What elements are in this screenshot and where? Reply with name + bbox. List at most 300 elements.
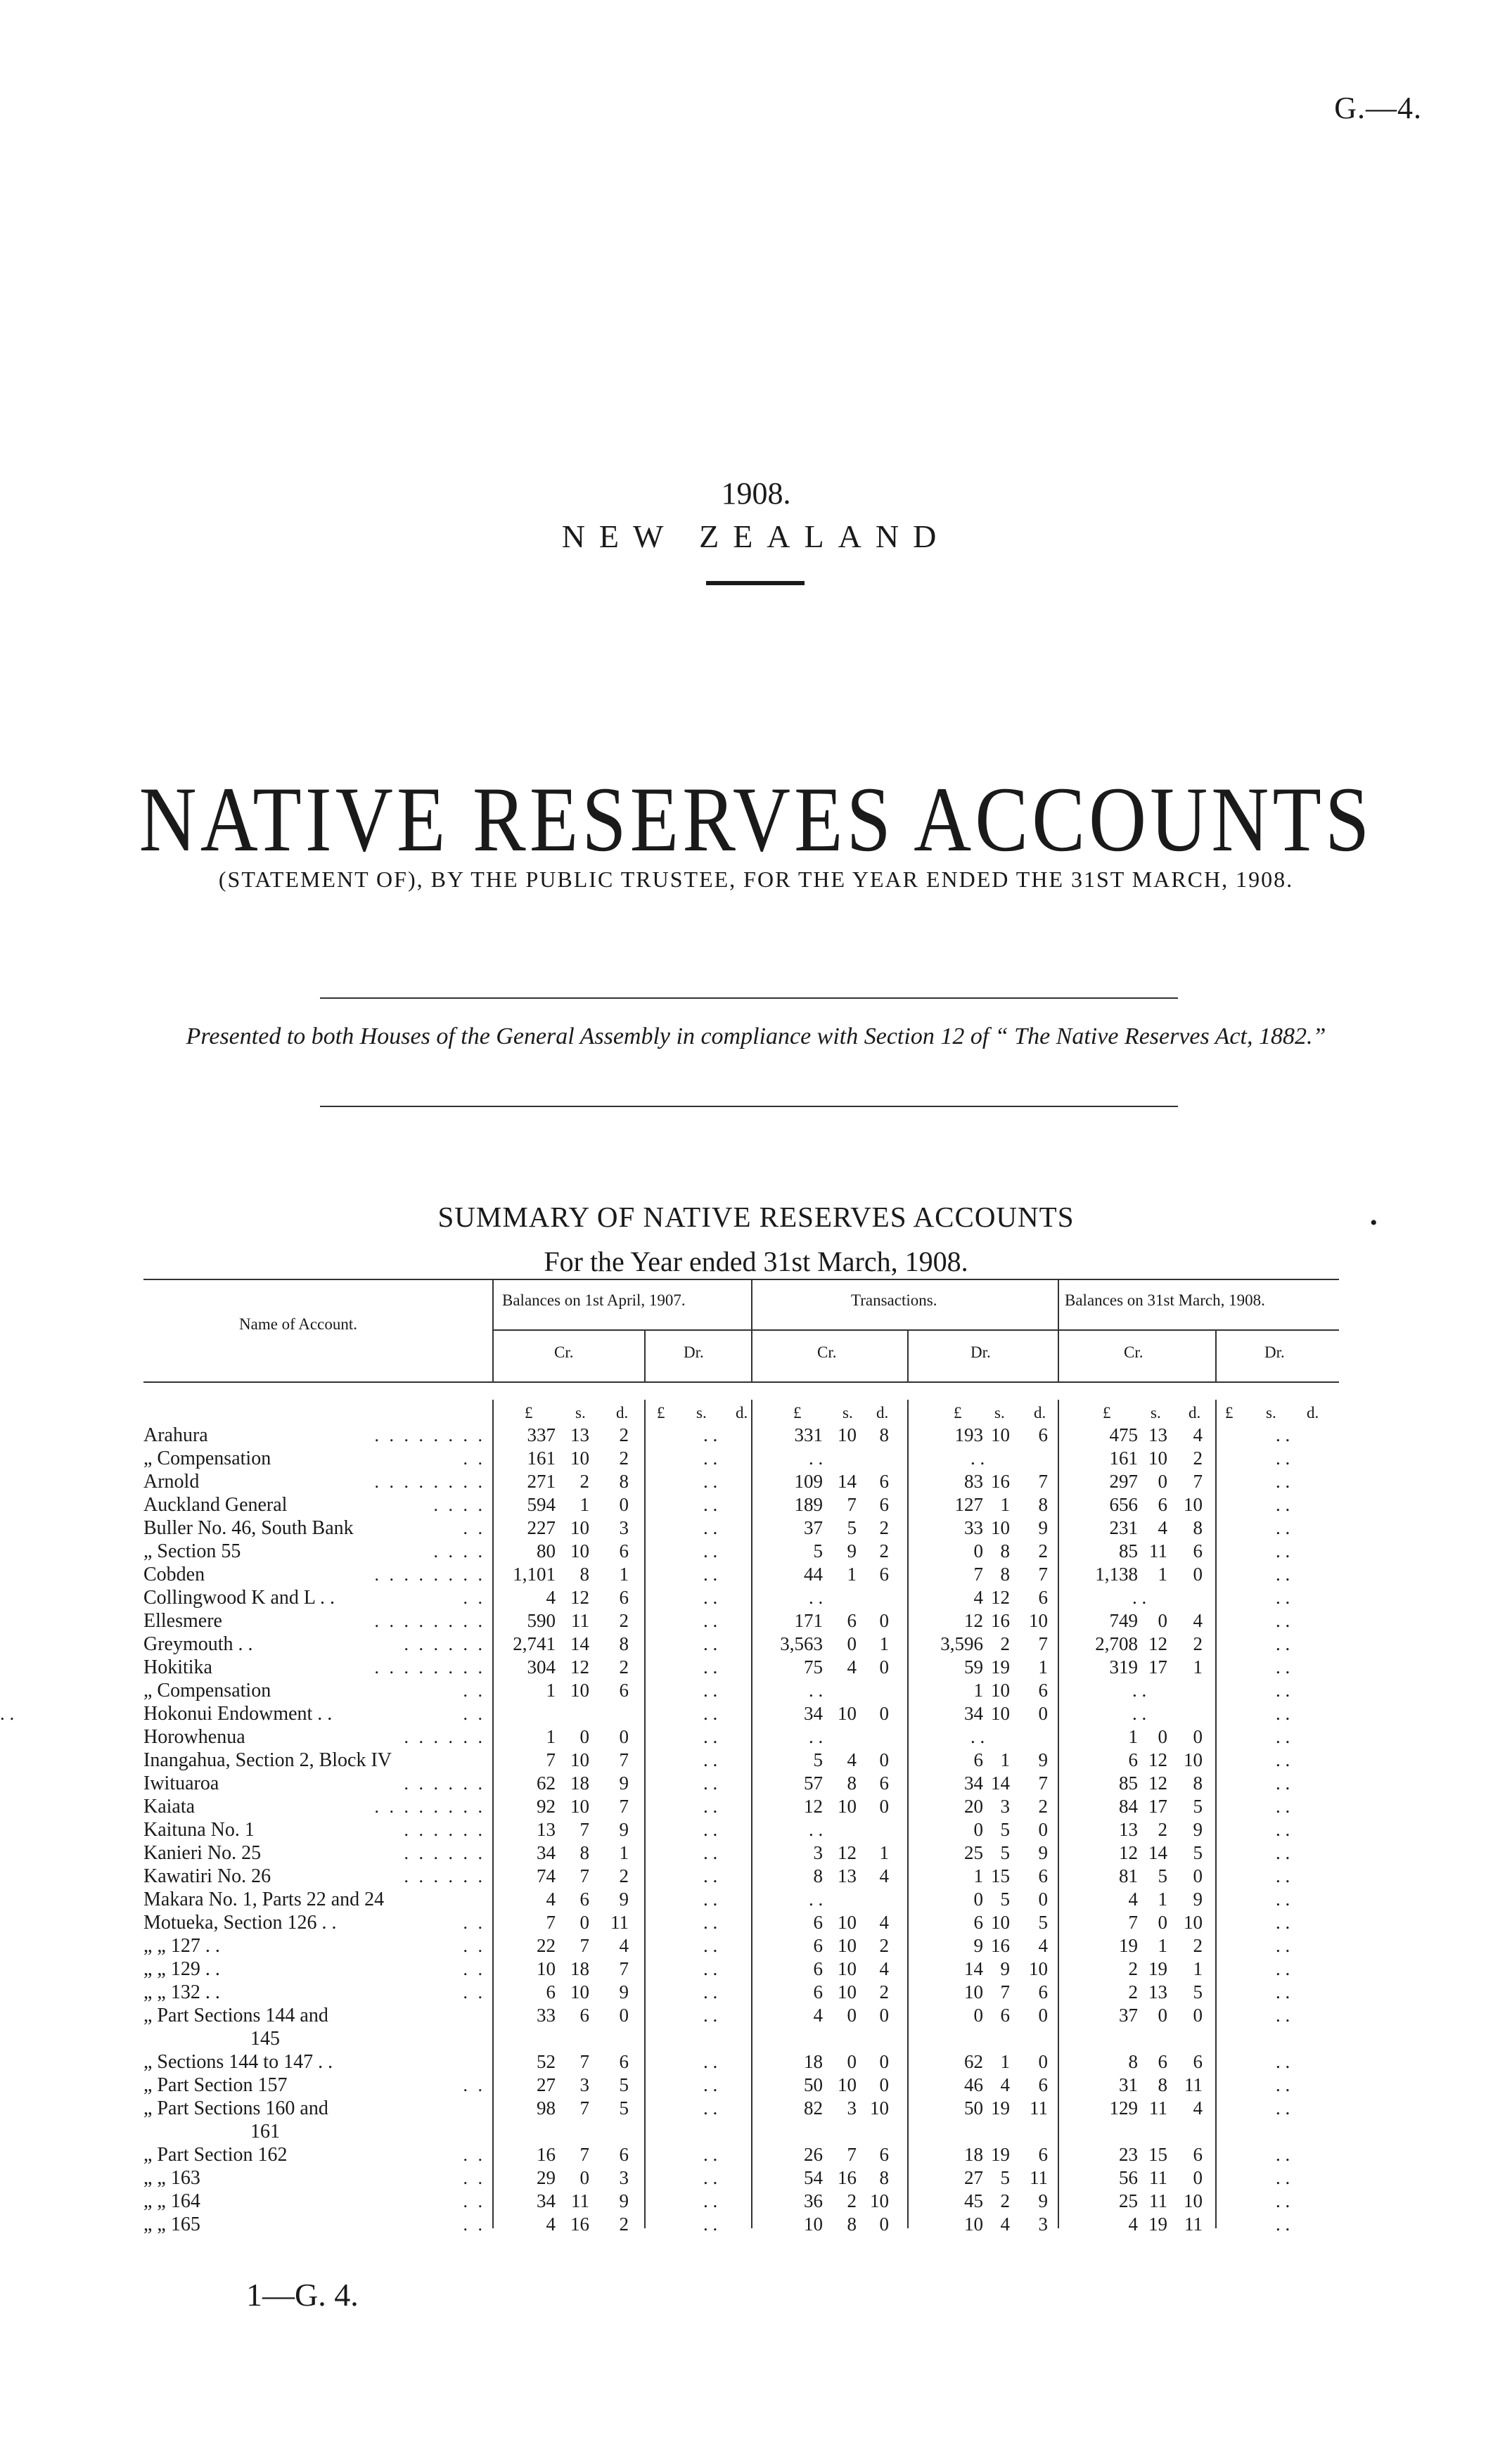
unit-pound: £ — [525, 1404, 533, 1422]
amount-shillings: 10 — [838, 1981, 857, 2003]
header-balances-1907: Balances on 1st April, 1907. — [502, 1291, 686, 1309]
account-name: „ Part Section 162 — [143, 2144, 288, 2166]
amount-pence: 5 — [1193, 1981, 1203, 2003]
amount-pence: 0 — [1038, 1819, 1048, 1840]
amount-pounds: 161 — [527, 1448, 556, 1469]
amount-pounds: 8 — [813, 1865, 823, 1886]
amount-pounds: 231 — [1109, 1517, 1138, 1538]
amount-pence: 0 — [879, 1703, 889, 1724]
amount-shillings: 14 — [838, 1471, 857, 1492]
amount-shillings: 10 — [570, 1680, 589, 1701]
amount-pence: 0 — [879, 1796, 889, 1817]
amount-shillings: 12 — [570, 1656, 589, 1678]
amount-pence: 9 — [619, 1819, 629, 1840]
header-bottom-rule — [143, 1381, 1339, 1383]
amount-shillings: 7 — [579, 1935, 589, 1956]
header-cr: Cr. — [554, 1343, 574, 1361]
amount-pounds: 85 — [1119, 1773, 1138, 1794]
amount-pounds: 1,138 — [1095, 1564, 1138, 1585]
amount-pounds: 80 — [537, 1540, 556, 1561]
amount-pence: 1 — [1193, 1958, 1203, 1979]
unit-shilling: s. — [1266, 1404, 1276, 1422]
amount-pence: 4 — [879, 1958, 889, 1979]
amount-pence: 0 — [1193, 2005, 1203, 2026]
unit-pound: £ — [1225, 1404, 1234, 1422]
nil-dots: . . — [809, 1680, 824, 1701]
amount-shillings: 1 — [1000, 1494, 1010, 1515]
nil-dots: . . — [1276, 1981, 1290, 2003]
amount-pence: 3 — [619, 1517, 629, 1538]
amount-shillings: 10 — [570, 1749, 589, 1770]
amount-pounds: 4 — [973, 1587, 983, 1608]
amount-pounds: 6 — [1128, 1749, 1138, 1770]
unit-pence: d. — [1034, 1404, 1046, 1422]
account-name: „ „ 165 — [143, 2214, 200, 2235]
amount-shillings: 15 — [1148, 2144, 1167, 2165]
amount-shillings: 5 — [1000, 2167, 1010, 2188]
unit-pound: £ — [793, 1404, 802, 1422]
amount-pounds: 22 — [537, 1935, 556, 1956]
amount-pounds: 7 — [546, 1912, 556, 1933]
body-vrule — [644, 1400, 646, 2228]
leader-dots: . . . . — [433, 1541, 485, 1561]
nil-dots: . . — [703, 2214, 718, 2235]
amount-pounds: 0 — [973, 1889, 983, 1910]
nil-dots: . . — [703, 1494, 718, 1515]
leader-dots: . . — [463, 1959, 485, 1979]
amount-pence: 0 — [879, 1749, 889, 1770]
amount-pounds: 83 — [964, 1471, 983, 1492]
unit-shilling: s. — [843, 1404, 853, 1422]
amount-pounds: 1 — [546, 1680, 556, 1701]
amount-pence: 2 — [619, 2214, 629, 2235]
amount-shillings: 6 — [579, 2005, 589, 2026]
bullet-mark: • — [1370, 1211, 1378, 1234]
summary-title: SUMMARY OF NATIVE RESERVES ACCOUNTS — [437, 1201, 1075, 1233]
amount-shillings: 10 — [838, 1935, 857, 1956]
amount-pence: 6 — [619, 2051, 629, 2072]
amount-pence: 10 — [1184, 1749, 1203, 1770]
amount-shillings: 10 — [838, 2074, 857, 2095]
nil-dots: . . — [703, 1680, 718, 1701]
amount-pounds: 54 — [804, 2167, 823, 2188]
amount-pence: 6 — [1193, 2051, 1203, 2072]
amount-shillings: 3 — [847, 2097, 857, 2119]
leader-dots: . . — [463, 1912, 485, 1933]
header-balances-1908: Balances on 31st March, 1908. — [1065, 1291, 1265, 1309]
amount-pounds: 1 — [546, 1726, 556, 1747]
nil-dots: . . — [1276, 1494, 1290, 1515]
amount-shillings: 10 — [991, 1680, 1010, 1701]
nil-dots: . . — [1276, 2214, 1290, 2235]
amount-shillings: 5 — [1000, 1889, 1010, 1910]
amount-pence: 2 — [1038, 1540, 1048, 1561]
leader-dots: . . — [463, 2075, 485, 2095]
amount-shillings: 10 — [838, 1424, 857, 1445]
amount-shillings: 16 — [991, 1471, 1010, 1492]
amount-shillings: 10 — [570, 1981, 589, 2003]
amount-shillings: 4 — [1158, 1517, 1167, 1538]
amount-pence: 6 — [1038, 1865, 1048, 1886]
amount-pence: 8 — [879, 1424, 889, 1445]
amount-pence: 7 — [619, 1749, 629, 1770]
amount-shillings: 1 — [1158, 1564, 1167, 1585]
nil-dots: . . — [1276, 1958, 1290, 1979]
header-dr: Dr. — [684, 1343, 704, 1361]
amount-pounds: 3,563 — [780, 1633, 823, 1654]
amount-pence: 7 — [1193, 1471, 1203, 1492]
amount-pence: 6 — [879, 1773, 889, 1794]
amount-pence: 10 — [1184, 2190, 1203, 2211]
nil-dots: . . — [1276, 1935, 1290, 1956]
amount-shillings: 7 — [579, 2144, 589, 2165]
amount-shillings: 13 — [1148, 1424, 1167, 1445]
amount-shillings: 10 — [570, 1448, 589, 1469]
amount-shillings: 8 — [847, 1773, 857, 1794]
account-name: Motueka, Section 126 . . — [143, 1912, 337, 1934]
amount-pence: 6 — [879, 1471, 889, 1492]
amount-pence: 11 — [1030, 2097, 1048, 2119]
amount-pounds: 16 — [537, 2144, 556, 2165]
amount-shillings: 19 — [991, 2144, 1010, 2165]
nil-dots: . . — [1276, 2144, 1290, 2165]
nil-dots: . . — [1276, 2097, 1290, 2119]
amount-shillings: 0 — [579, 2167, 589, 2188]
amount-pence: 4 — [1038, 1935, 1048, 1956]
amount-pounds: 5 — [813, 1540, 823, 1561]
amount-pounds: 33 — [964, 1517, 983, 1538]
amount-shillings: 8 — [579, 1564, 589, 1585]
amount-pence: 0 — [1038, 1889, 1048, 1910]
body-vrule — [492, 1400, 494, 2228]
amount-shillings: 8 — [579, 1842, 589, 1863]
amount-pence: 6 — [1038, 1680, 1048, 1701]
amount-pence: 0 — [879, 1656, 889, 1678]
amount-pounds: 13 — [537, 1819, 556, 1840]
amount-pounds: 33 — [537, 2005, 556, 2026]
amount-pence: 8 — [619, 1633, 629, 1654]
amount-pence: 7 — [619, 1796, 629, 1817]
amount-pounds: 2 — [1128, 1958, 1138, 1979]
amount-shillings: 12 — [991, 1587, 1010, 1608]
leader-dots: . . — [463, 1448, 485, 1469]
amount-pence: 8 — [1193, 1773, 1203, 1794]
amount-pence: 5 — [1038, 1912, 1048, 1933]
account-name: Makara No. 1, Parts 22 and 24 — [143, 1889, 385, 1910]
account-name: Kaiata — [143, 1796, 196, 1818]
amount-shillings: 0 — [1158, 1610, 1167, 1631]
amount-pounds: 8 — [1128, 2051, 1138, 2072]
body-vrule — [751, 1400, 752, 2228]
amount-shillings: 10 — [838, 1912, 857, 1933]
account-name: „ Part Section 157 — [143, 2074, 288, 2096]
amount-pounds: 9 — [973, 1935, 983, 1956]
amount-pounds: 193 — [954, 1424, 983, 1445]
amount-pounds: 57 — [804, 1773, 823, 1794]
nil-dots: . . — [1276, 1540, 1290, 1561]
amount-shillings: 9 — [847, 1540, 857, 1561]
account-name: „ „ 129 . . — [143, 1958, 220, 1980]
header-vrule — [492, 1279, 494, 1381]
amount-pence: 2 — [879, 1981, 889, 2003]
amount-shillings: 0 — [579, 1726, 589, 1747]
amount-pounds: 34 — [804, 1703, 823, 1724]
amount-pence: 9 — [1038, 1749, 1048, 1770]
amount-pence: 8 — [1038, 1494, 1048, 1515]
nil-dots: . . — [703, 1889, 718, 1910]
amount-pence: 11 — [610, 1912, 629, 1933]
leader-dots: . . . . . . — [404, 1727, 485, 1747]
amount-pounds: 1,101 — [513, 1564, 556, 1585]
amount-pence: 9 — [619, 1773, 629, 1794]
header-vrule — [644, 1329, 646, 1381]
leader-dots: . . . . . . — [404, 1634, 485, 1654]
amount-pounds: 127 — [954, 1494, 983, 1515]
amount-pounds: 304 — [527, 1656, 556, 1678]
amount-pounds: 85 — [1119, 1540, 1138, 1561]
account-name: Cobden — [143, 1564, 205, 1585]
amount-pounds: 25 — [964, 1842, 983, 1863]
amount-pence: 11 — [1184, 2214, 1203, 2235]
leader-dots: . . — [463, 1518, 485, 1538]
amount-shillings: 10 — [991, 1424, 1010, 1445]
nil-dots: . . — [703, 1656, 718, 1678]
amount-shillings: 0 — [847, 2005, 857, 2026]
amount-pence: 10 — [1184, 1912, 1203, 1933]
amount-shillings: 0 — [847, 1633, 857, 1654]
nil-dots: . . — [1276, 1912, 1290, 1933]
unit-pence: d. — [736, 1404, 748, 1422]
unit-pound: £ — [657, 1404, 665, 1422]
amount-pounds: 2,741 — [513, 1633, 556, 1654]
nil-dots: . . — [703, 1865, 718, 1886]
amount-pence: 4 — [1193, 2097, 1203, 2119]
amount-shillings: 17 — [1148, 1796, 1167, 1817]
nil-dots: . . — [970, 1726, 985, 1747]
amount-shillings: 8 — [847, 2214, 857, 2235]
nil-dots: . . — [1276, 1633, 1290, 1654]
amount-pence: 6 — [1038, 1981, 1048, 2003]
account-name: „ Compensation — [143, 1448, 271, 1469]
amount-pence: 0 — [619, 2005, 629, 2026]
amount-pounds: 4 — [813, 2005, 823, 2026]
amount-pounds: 29 — [537, 2167, 556, 2188]
amount-shillings: 7 — [579, 2051, 589, 2072]
nil-dots: . . — [703, 1587, 718, 1608]
nil-dots: . . — [1276, 1656, 1290, 1678]
nil-dots: . . — [1276, 1564, 1290, 1585]
amount-shillings: 6 — [1158, 1494, 1167, 1515]
amount-shillings: 3 — [579, 2074, 589, 2095]
amount-pounds: 6 — [813, 1981, 823, 2003]
amount-pence: 3 — [619, 2167, 629, 2188]
amount-pence: 0 — [879, 2005, 889, 2026]
amount-pence: 2 — [619, 1865, 629, 1886]
leader-dots: . . — [463, 1680, 485, 1701]
amount-shillings: 14 — [1148, 1842, 1167, 1863]
amount-pounds: 27 — [964, 2167, 983, 2188]
amount-pence: 7 — [1038, 1564, 1048, 1585]
amount-pence: 2 — [879, 1935, 889, 1956]
nil-dots: . . — [1276, 2167, 1290, 2188]
amount-pounds: 590 — [527, 1610, 556, 1631]
amount-shillings: 1 — [579, 1494, 589, 1515]
amount-shillings: 11 — [1149, 2167, 1167, 2188]
nil-dots: . . — [970, 1448, 985, 1469]
amount-pence: 2 — [879, 1517, 889, 1538]
amount-shillings: 16 — [570, 2214, 589, 2235]
amount-shillings: 4 — [847, 1749, 857, 1770]
amount-shillings: 10 — [838, 1796, 857, 1817]
amount-pence: 4 — [879, 1865, 889, 1886]
amount-pence: 2 — [619, 1424, 629, 1445]
amount-pounds: 18 — [804, 2051, 823, 2072]
amount-pounds: 271 — [527, 1471, 556, 1492]
amount-pence: 7 — [619, 1958, 629, 1979]
amount-pence: 0 — [879, 2214, 889, 2235]
account-name: „ „ 127 . . — [143, 1935, 220, 1957]
amount-shillings: 1 — [1000, 1749, 1010, 1770]
account-name-continued: 145 — [250, 2028, 280, 2050]
account-name: Ellesmere — [143, 1610, 222, 1632]
amount-pounds: 74 — [537, 1865, 556, 1886]
nil-dots: . . — [1276, 1680, 1290, 1701]
amount-pounds: 319 — [1109, 1656, 1138, 1678]
amount-pounds: 52 — [537, 2051, 556, 2072]
amount-pounds: 2,708 — [1095, 1633, 1138, 1654]
amount-pence: 9 — [619, 1981, 629, 2003]
amount-pounds: 19 — [1119, 1935, 1138, 1956]
amount-shillings: 2 — [1000, 1633, 1010, 1654]
nil-dots: . . — [703, 1842, 718, 1863]
amount-shillings: 11 — [571, 2190, 589, 2211]
leader-dots: . . — [463, 2191, 485, 2211]
amount-pence: 0 — [1038, 2005, 1048, 2026]
leader-dots: . . . . . . — [404, 1820, 485, 1840]
amount-pounds: 75 — [804, 1656, 823, 1678]
account-name: „ „ 164 — [143, 2190, 200, 2212]
amount-pounds: 3 — [813, 1842, 823, 1863]
amount-pounds: 4 — [1128, 1889, 1138, 1910]
nil-dots: . . — [703, 1773, 718, 1794]
amount-pounds: 34 — [537, 1842, 556, 1863]
amount-shillings: 5 — [1158, 1865, 1167, 1886]
amount-pounds: 4 — [1128, 2214, 1138, 2235]
amount-pounds: 26 — [804, 2144, 823, 2165]
amount-pounds: 0 — [973, 2005, 983, 2026]
amount-pence: 9 — [1193, 1819, 1203, 1840]
amount-pounds: 45 — [964, 2190, 983, 2211]
header-vrule — [1215, 1329, 1217, 1381]
nil-dots: . . — [1276, 1424, 1290, 1445]
account-name-continued: 161 — [250, 2121, 280, 2142]
amount-shillings: 9 — [1000, 1958, 1010, 1979]
leader-dots: . . . . . . — [404, 1866, 485, 1886]
header-vrule — [751, 1279, 752, 1381]
nil-dots: . . — [1276, 1448, 1290, 1469]
amount-shillings: 10 — [570, 1517, 589, 1538]
amount-shillings: 5 — [1000, 1819, 1010, 1840]
body-vrule — [907, 1400, 909, 2228]
leader-dots: . . . . . . — [404, 1843, 485, 1863]
unit-pound: £ — [954, 1404, 962, 1422]
leader-dots: . . — [463, 2145, 485, 2165]
nil-dots: . . — [809, 1587, 824, 1608]
page-number: 1—G. 4. — [246, 2277, 359, 2313]
amount-pence: 5 — [619, 2097, 629, 2119]
amount-shillings: 12 — [1148, 1633, 1167, 1654]
amount-pence: 4 — [1193, 1610, 1203, 1631]
amount-shillings: 7 — [579, 1865, 589, 1886]
amount-pence: 2 — [619, 1448, 629, 1469]
unit-shilling: s. — [1151, 1404, 1161, 1422]
amount-shillings: 11 — [1149, 1540, 1167, 1561]
amount-pounds: 4 — [546, 2214, 556, 2235]
amount-pounds: 6 — [813, 1912, 823, 1933]
amount-shillings: 4 — [847, 1656, 857, 1678]
amount-pence: 2 — [619, 1656, 629, 1678]
account-name: „ Compensation — [143, 1680, 271, 1701]
amount-pounds: 56 — [1119, 2167, 1138, 2188]
amount-pounds: 0 — [973, 1819, 983, 1840]
amount-pounds: 62 — [537, 1773, 556, 1794]
cover-country: NEW ZEALAND — [561, 518, 951, 554]
amount-pence: 6 — [1038, 1424, 1048, 1445]
header-cr: Cr. — [817, 1343, 837, 1361]
amount-pounds: 34 — [964, 1703, 983, 1724]
amount-shillings: 3 — [1000, 1796, 1010, 1817]
header-dr: Dr. — [970, 1343, 991, 1361]
amount-pence: 4 — [619, 1935, 629, 1956]
amount-shillings: 6 — [579, 1889, 589, 1910]
amount-shillings: 7 — [579, 2097, 589, 2119]
amount-pounds: 7 — [546, 1749, 556, 1770]
amount-pounds: 129 — [1109, 2097, 1138, 2119]
header-transactions: Transactions. — [851, 1291, 937, 1309]
account-name: Arnold — [143, 1471, 200, 1493]
nil-dots: . . — [1276, 1842, 1290, 1863]
amount-pounds: 10 — [804, 2214, 823, 2235]
amount-pence: 0 — [619, 1494, 629, 1515]
leader-dots: . . . . — [433, 1495, 485, 1515]
amount-shillings: 11 — [571, 1610, 589, 1631]
amount-pence: 6 — [619, 1540, 629, 1561]
amount-pence: 0 — [1193, 1564, 1203, 1585]
nil-dots: . . — [703, 1981, 718, 2003]
amount-pounds: 337 — [527, 1424, 556, 1445]
nil-dots: . . — [809, 1448, 824, 1469]
account-name: „ „ 163 — [143, 2167, 200, 2189]
amount-shillings: 0 — [847, 2051, 857, 2072]
account-name: Collingwood K and L . . — [143, 1587, 335, 1609]
amount-pence: 4 — [1193, 1424, 1203, 1445]
leader-dots: . . — [463, 2214, 485, 2235]
amount-shillings: 14 — [570, 1633, 589, 1654]
nil-dots: . . — [703, 1819, 718, 1840]
amount-pence: 0 — [1193, 1726, 1203, 1747]
amount-pence: 9 — [1193, 1889, 1203, 1910]
leader-dots: . . . . . . . . — [374, 1611, 485, 1631]
amount-pence: 10 — [870, 2190, 889, 2211]
amount-pence: 6 — [1193, 1540, 1203, 1561]
amount-shillings: 2 — [1000, 2190, 1010, 2211]
amount-pounds: 7 — [973, 1564, 983, 1585]
amount-shillings: 2 — [1158, 1819, 1167, 1840]
nil-dots: . . — [703, 1471, 718, 1492]
amount-shillings: 12 — [1148, 1773, 1167, 1794]
leader-dots: . . — [463, 2168, 485, 2188]
amount-shillings: 0 — [1158, 2005, 1167, 2026]
